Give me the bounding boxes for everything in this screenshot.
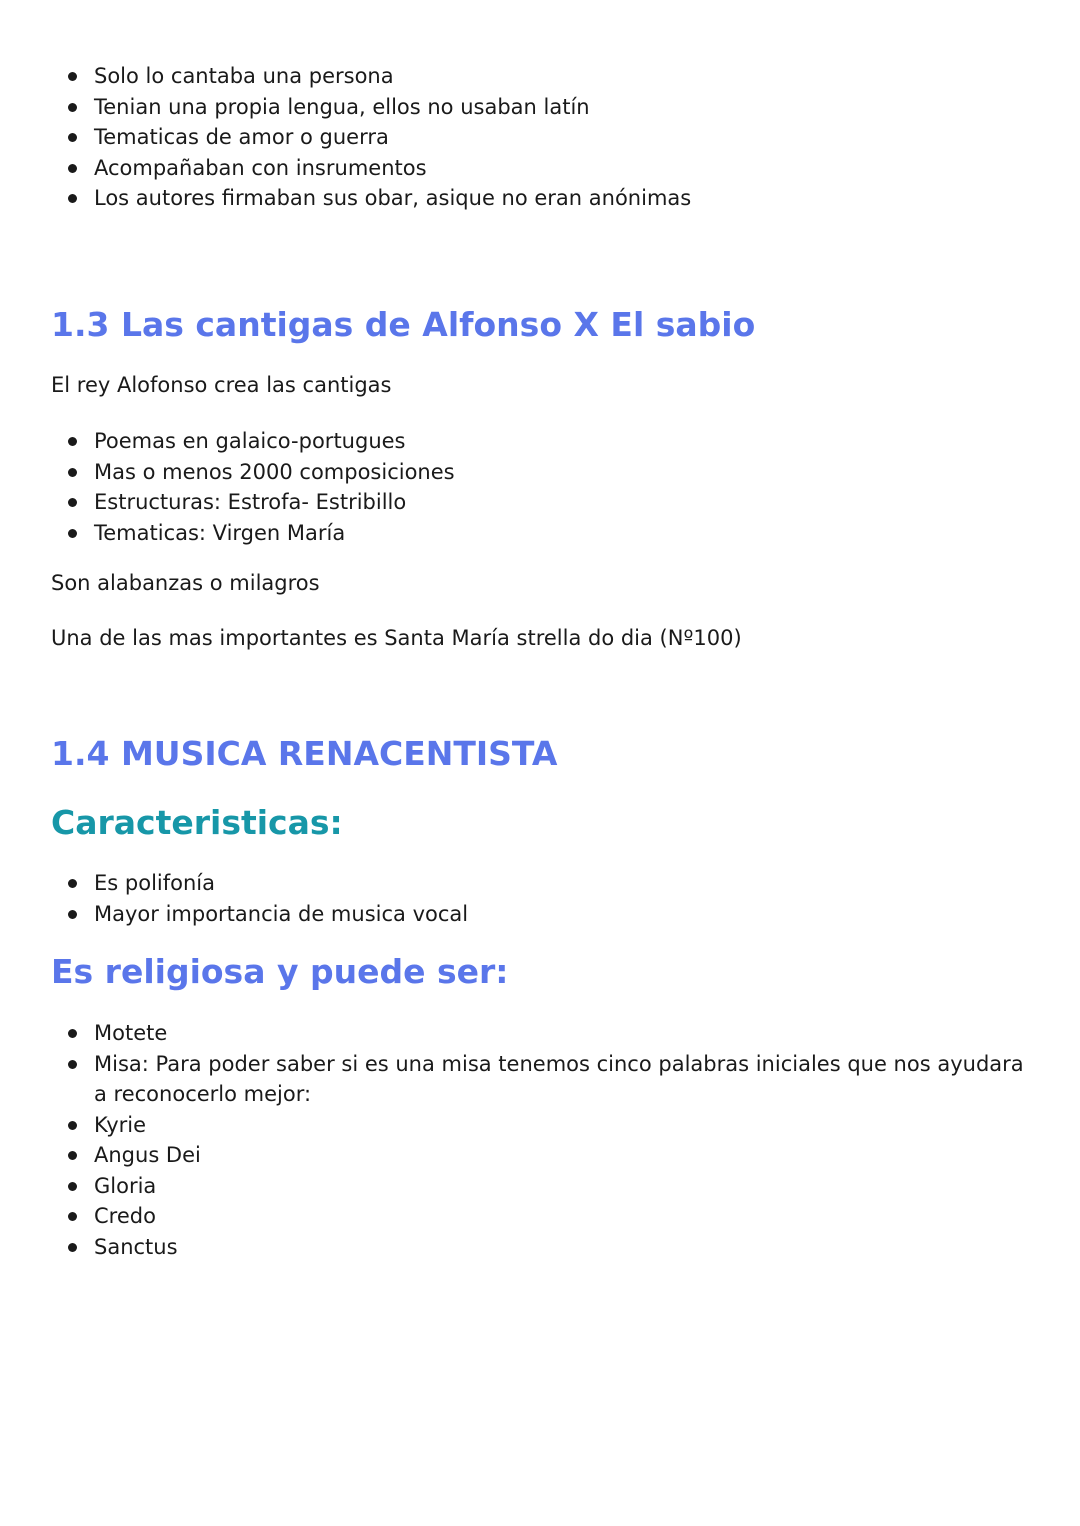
religiosa-bullet-list [64,1018,1024,1262]
list-item: Mayor importancia de musica vocal [64,899,1024,930]
list-item: Kyrie [64,1110,1024,1141]
section-1-3-paragraph-2: Una de las mas importantes es Santa María strella do dia (Nº100) [51,626,742,650]
caracteristicas-bullet-list [64,868,1024,929]
section-1-3-heading: 1.3 Las cantigas de Alfonso X El sabio [51,305,756,344]
top-bullet-list [64,61,1024,214]
list-item: Tematicas de amor o guerra [64,122,1024,153]
list-item: Mas o menos 2000 composiciones [64,457,1024,488]
list-item: Motete [64,1018,1024,1049]
list-item: Sanctus [64,1232,1024,1263]
list-item: Estructuras: Estrofa- Estribillo [64,487,1024,518]
caracteristicas-heading: Caracteristicas: [51,803,343,842]
section-1-3-paragraph-1: Son alabanzas o milagros [51,571,320,595]
list-item: Los autores firmaban sus obar, asique no eran anónimas [64,183,1024,214]
list-item: Credo [64,1201,1024,1232]
list-item: Tematicas: Virgen María [64,518,1024,549]
cantigas-bullet-list [64,426,1024,548]
section-1-3-intro: El rey Alofonso crea las cantigas [51,373,392,397]
list-item: Poemas en galaico-portugues [64,426,1024,457]
list-item: Misa: Para poder saber si es una misa tenemos cinco palabras iniciales que nos ayudara a reconocerlo mejor: [64,1049,1024,1110]
religiosa-heading: Es religiosa y puede ser: [51,952,509,991]
list-item: Angus Dei [64,1140,1024,1171]
list-item: Gloria [64,1171,1024,1202]
list-item: Solo lo cantaba una persona [64,61,1024,92]
section-1-4-heading: 1.4 MUSICA RENACENTISTA [51,734,558,773]
list-item: Es polifonía [64,868,1024,899]
list-item: Acompañaban con insrumentos [64,153,1024,184]
list-item: Tenian una propia lengua, ellos no usaban latín [64,92,1024,123]
